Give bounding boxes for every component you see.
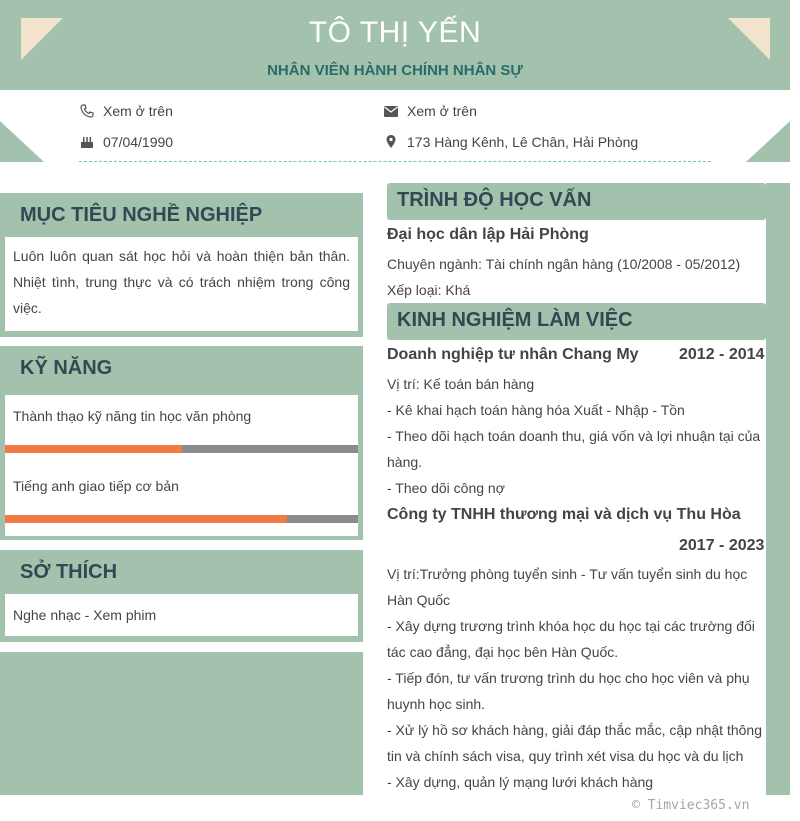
birthday-value: 07/04/1990 bbox=[103, 134, 174, 150]
skill-bar-fill bbox=[5, 445, 182, 453]
skill-bar-fill bbox=[5, 515, 287, 523]
job-line: - Theo dõi công nợ bbox=[387, 480, 505, 496]
objective-title: MỤC TIÊU NGHỀ NGHIỆP bbox=[20, 204, 263, 226]
contact-divider bbox=[79, 161, 711, 162]
hobbies-section bbox=[0, 550, 363, 642]
job-line: - Kê khai hạch toán hàng hóa Xuất - Nhập - Tồn bbox=[387, 402, 685, 418]
experience-title: KINH NGHIỆM LÀM VIỆC bbox=[397, 309, 633, 331]
contact-email bbox=[383, 103, 477, 119]
skills-title: KỸ NĂNG bbox=[20, 357, 113, 379]
job-line: - Xử lý hồ sơ khách hàng, giải đáp thắc mắc, cập nhật thông tin và chính sách visa, quy trình xét visa du học và du lịch bbox=[387, 722, 762, 764]
email-icon bbox=[383, 103, 399, 119]
objective-text: Luôn luôn quan sát học hỏi và hoàn thiện bản thân. Nhiệt tình, trung thực và có trách nhiệm trong công việc. bbox=[13, 248, 350, 316]
job-company: Doanh nghiệp tư nhân Chang My bbox=[387, 346, 639, 363]
phone-value: Xem ở trên bbox=[103, 103, 173, 119]
job-company: Công ty TNHH thương mại và dịch vụ Thu Hòa bbox=[387, 506, 741, 523]
skill-label: Tiếng anh giao tiếp cơ bản bbox=[13, 478, 179, 494]
experience-header bbox=[387, 303, 766, 340]
skill-bar bbox=[5, 515, 358, 523]
job-line: - Xây dựng trương trình khóa học du học tại các trường đối tác cao đẳng, đại học bên Hàn Quốc. bbox=[387, 618, 755, 660]
watermark: © Timviec365.vn bbox=[632, 798, 750, 813]
job-title: NHÂN VIÊN HÀNH CHÍNH NHÂN SỰ bbox=[267, 62, 523, 79]
side-decoration-right bbox=[746, 121, 790, 162]
job-line: Vị trí:Trưởng phòng tuyển sinh - Tư vấn tuyển sinh du học Hàn Quốc bbox=[387, 566, 748, 608]
contact-section bbox=[0, 90, 790, 165]
birthday-cake-icon bbox=[79, 134, 95, 150]
skill-label: Thành thạo kỹ năng tin học văn phòng bbox=[13, 408, 252, 424]
contact-phone bbox=[79, 103, 173, 119]
hobbies-title: SỞ THÍCH bbox=[20, 561, 118, 583]
contact-birthday bbox=[79, 134, 173, 150]
education-header bbox=[387, 183, 766, 220]
objective-section bbox=[0, 193, 363, 337]
education-title: TRÌNH ĐỘ HỌC VẤN bbox=[397, 189, 592, 211]
email-value: Xem ở trên bbox=[407, 103, 477, 119]
job-period: 2012 - 2014 bbox=[679, 346, 765, 363]
job-line: - Xây dựng, quản lý mạng lưới khách hàng bbox=[387, 774, 654, 790]
candidate-name: TÔ THỊ YẾN bbox=[308, 16, 482, 49]
skill-bar bbox=[5, 445, 358, 453]
hobbies-text: Nghe nhạc - Xem phim bbox=[13, 607, 157, 623]
job-line: Vị trí: Kế toán bán hàng bbox=[387, 376, 535, 392]
side-decoration-left bbox=[0, 121, 44, 162]
education-grade: Xếp loại: Khá bbox=[387, 282, 471, 298]
address-value: 173 Hàng Kênh, Lê Chân, Hải Phòng bbox=[407, 134, 639, 150]
empty-left-block bbox=[0, 652, 363, 795]
education-major: Chuyên ngành: Tài chính ngân hàng (10/2008 - 05/2012) bbox=[387, 256, 741, 272]
contact-address bbox=[383, 134, 638, 150]
objective-box bbox=[5, 237, 358, 331]
right-accent-strip bbox=[766, 183, 790, 795]
education-school: Đại học dân lập Hải Phòng bbox=[387, 226, 589, 243]
phone-icon bbox=[79, 103, 95, 119]
hobbies-box bbox=[5, 594, 358, 636]
skills-section bbox=[0, 346, 363, 540]
location-pin-icon bbox=[383, 134, 399, 150]
job-period: 2017 - 2023 bbox=[679, 537, 765, 554]
job-line: - Tiếp đón, tư vấn trương trình du học cho học viên và phụ huynh học sinh. bbox=[387, 670, 750, 712]
job-line: - Theo dõi hạch toán doanh thu, giá vốn và lợi nhuận tại của hàng. bbox=[387, 428, 761, 470]
